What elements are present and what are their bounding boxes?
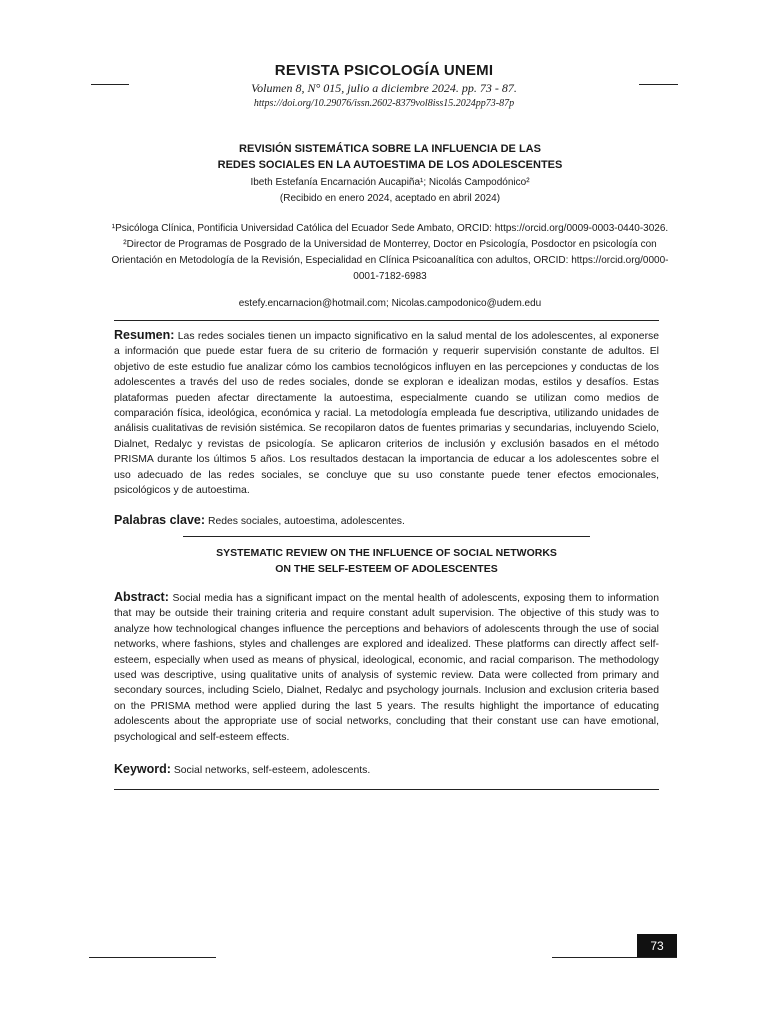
volume-line: Volumen 8, N° 015, julio a diciembre 2024. pp. 73 - 87. xyxy=(251,81,517,95)
keyword-bottom-rule xyxy=(114,789,659,790)
footer-rule-right xyxy=(552,957,677,958)
received-dates: (Recibido en enero 2024, aceptado en abril 2024) xyxy=(279,193,501,204)
english-title xyxy=(114,545,659,577)
abstract-label: Abstract: xyxy=(114,590,169,604)
palabras-text: Redes sociales, autoestima, adolescentes. xyxy=(207,516,405,527)
resumen-text: Las redes sociales tienen un impacto significativo en la salud mental de los adolescentes, al exponerse a información que puede estar fuera de su criterio de formación y requerir supervisión constante de adultos. El objetivo de este estudio fue analizar cómo los cambios tecnológicos influyen en las percepciones y conductas de los adolescentes a través del uso de redes sociales, donde se exploran e idealizan modas, estilos y desafíos. Estas plataformas pueden afectar directamente la autoestima, especialmente cuando se utilizan como medios de comparación física, ideológica, económica y racial. La metodología empleada fue descriptiva, utilizando unidades de análisis cualitativas de revisión sistémica. Se recopilaron datos de fuentes primarias y secundarias, incluyendo Scielo, Dialnet, Redalyc y revistas de psicología. Se aplicaron criterios de inclusión y exclusión basados en el método PRISMA durante los últimos 5 años. Los resultados destacan la importancia de educar a los adolescentes sobre el uso adecuado de las redes sociales, se concluye que su uso constante puede tener efectos emocionales, psicológicos y de autoestima. xyxy=(114,331,659,497)
article-title-line2: REDES SOCIALES EN LA AUTOESTIMA DE LOS ADOLESCENTES xyxy=(217,159,563,171)
authors-block xyxy=(100,175,680,207)
keyword-section xyxy=(114,762,659,778)
keyword-text: Social networks, self-esteem, adolescents. xyxy=(173,765,371,776)
palabras-clave xyxy=(114,513,659,529)
footer-rule-left xyxy=(89,957,216,958)
resumen-section xyxy=(114,328,659,498)
abstract-text: Social media has a significant impact on the mental health of adolescents, exposing them to information that may be outside their training criteria and require constant adult supervision. The objective of this study was to analyze how technological changes influence the perceptions and behaviors of adolescents through the use of social networks, where fashions, styles and challenges are explored and idealized. These platforms can directly affect self-esteem, especially when used as means of physical, ideological, economic, and racial comparison. The methodology used was descriptive, using qualitative units of analysis of systemic review. Data were collected from primary and secondary sources, including Scielo, Dialnet, Redalyc and psychology journals. Inclusion and exclusion criteria based on the PRISMA method were applied during the last 5 years. The results highlight the importance of educating adolescents about the appropriate use of social networks, concluding that their constant use can have emotional, psychological and self-esteem effects. xyxy=(114,593,659,743)
page-number: 73 xyxy=(637,934,677,958)
journal-title: REVISTA PSICOLOGÍA UNEMI xyxy=(274,62,494,79)
english-title-line2: ON THE SELF-ESTEEM OF ADOLESCENTES xyxy=(275,563,498,575)
article-title-line1: REVISIÓN SISTEMÁTICA SOBRE LA INFLUENCIA DE LAS xyxy=(239,143,541,155)
author-emails: estefy.encarnacion@hotmail.com; Nicolas.campodonico@udem.edu xyxy=(238,298,542,309)
palabras-label: Palabras clave: xyxy=(114,513,206,527)
article-title xyxy=(100,141,680,173)
resumen-top-rule xyxy=(114,320,659,321)
doi-link[interactable]: https://doi.org/10.29076/issn.2602-8379vol8iss15.2024pp73-87p xyxy=(253,98,515,109)
affiliations: ¹Psicóloga Clínica, Pontificia Universidad Católica del Ecuador Sede Ambato, ORCID: https://orcid.org/0009-0003-0440-3026. ²Director de Programas de Posgrado de la Universidad de Monterrey, Doctor en Psicología, Posdoctor en psicología con Orientación en Metodología de la Revisión, Especialidad en Clínica Psicoanalítica con adultos, ORCID: https://orcid.org/0000-0001-7182-6983 xyxy=(111,223,669,282)
authors: Ibeth Estefanía Encarnación Aucapiña¹; Nicolás Campodónico² xyxy=(250,177,530,188)
english-title-rule xyxy=(183,536,590,537)
abstract-section xyxy=(114,590,659,745)
keyword-label: Keyword: xyxy=(114,762,171,776)
resumen-label: Resumen: xyxy=(114,328,175,342)
english-title-line1: SYSTEMATIC REVIEW ON THE INFLUENCE OF SOCIAL NETWORKS xyxy=(216,547,557,559)
